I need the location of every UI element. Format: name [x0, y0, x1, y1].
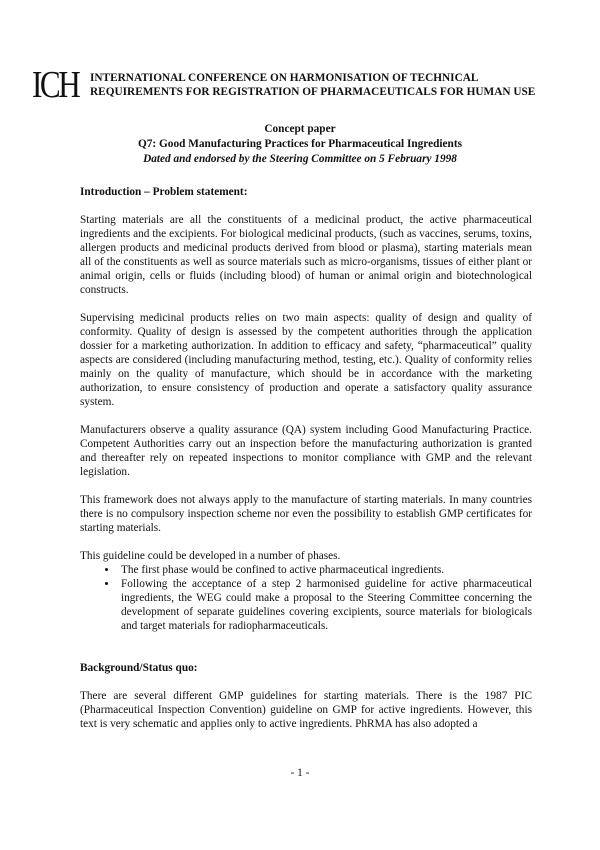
intro-heading: Introduction – Problem statement: [80, 186, 248, 198]
phase-list [80, 563, 532, 633]
intro-paragraph-1: Starting materials are all the constituents of a medicinal product, the active pharmaceutical ingredients and the excipients. For biological medicinal products, (such as vaccines, serums, toxins, allergen products and medicinal products derived from blood or plasma), starting materials mean all of the constituents as well as source materials such as micro-organisms, tissues of either plant or animal origin, cells or fluids (including blood) of human or animal origin and biotechnological constructs. [80, 214, 532, 296]
organization-name [90, 71, 535, 99]
intro-paragraph-2: Supervising medicinal products relies on two main aspects: quality of design and quality of conformity. Quality of design is assessed by the competent authorities through the application dossier for a marketing authorization. In addition to efficacy and safety, “pharmaceutical” quality aspects are considered (including manufacturing method, testing, etc.). Quality of conformity relies mainly on the quality of manufacture, which should be in accordance with the marketing authorization, to ensure consistency of production and operate a satisfactory quality assurance system. [80, 312, 532, 408]
document-header [32, 66, 572, 106]
intro-paragraph-3: Manufacturers observe a quality assurance (QA) system including Good Manufacturing Practice. Competent Authorities carry out an inspection before the manufacturing authorization is granted and thereafter rely on repeated inspections to monitor compliance with GMP and the relevant legislation. [80, 424, 532, 478]
page-number: - 1 - [290, 767, 310, 779]
endorsement-line: Dated and endorsed by the Steering Committee on 5 February 1998 [143, 153, 457, 165]
document-type: Concept paper [264, 123, 336, 135]
list-item: • Following the acceptance of a step 2 harmonised guideline for active pharmaceutical ingredients, the WEG could make a proposal to the Steering Committee concerning the development of separate guidelines covering excipients, source materials for biologicals and target materials for radiopharmaceuticals. [118, 577, 532, 633]
background-heading: Background/Status quo: [80, 662, 198, 674]
document-body [80, 185, 532, 731]
intro-paragraph-5: This guideline could be developed in a number of phases. [80, 550, 341, 562]
title-block [0, 122, 600, 167]
intro-paragraph-4: This framework does not always apply to the manufacture of starting materials. In many countries there is no compulsory inspection scheme nor even the possibility to establish GMP certificates for starting materials. [80, 494, 532, 534]
ich-logo: ICH [32, 64, 79, 106]
list-item: • The first phase would be confined to active pharmaceutical ingredients. [118, 563, 532, 577]
organization-name-line-1: INTERNATIONAL CONFERENCE ON HARMONISATION OF TECHNICAL [90, 72, 479, 84]
document-topic: Q7: Good Manufacturing Practices for Pharmaceutical Ingredients [137, 138, 462, 150]
organization-name-line-2: REQUIREMENTS FOR REGISTRATION OF PHARMACEUTICALS FOR HUMAN USE [90, 86, 536, 98]
background-paragraph-1: There are several different GMP guidelines for starting materials. There is the 1987 PIC (Pharmaceutical Inspection Convention) guideline on GMP for active ingredients. However, this text is very schematic and applies only to active ingredients. PhRMA has also adopted a [80, 690, 532, 730]
